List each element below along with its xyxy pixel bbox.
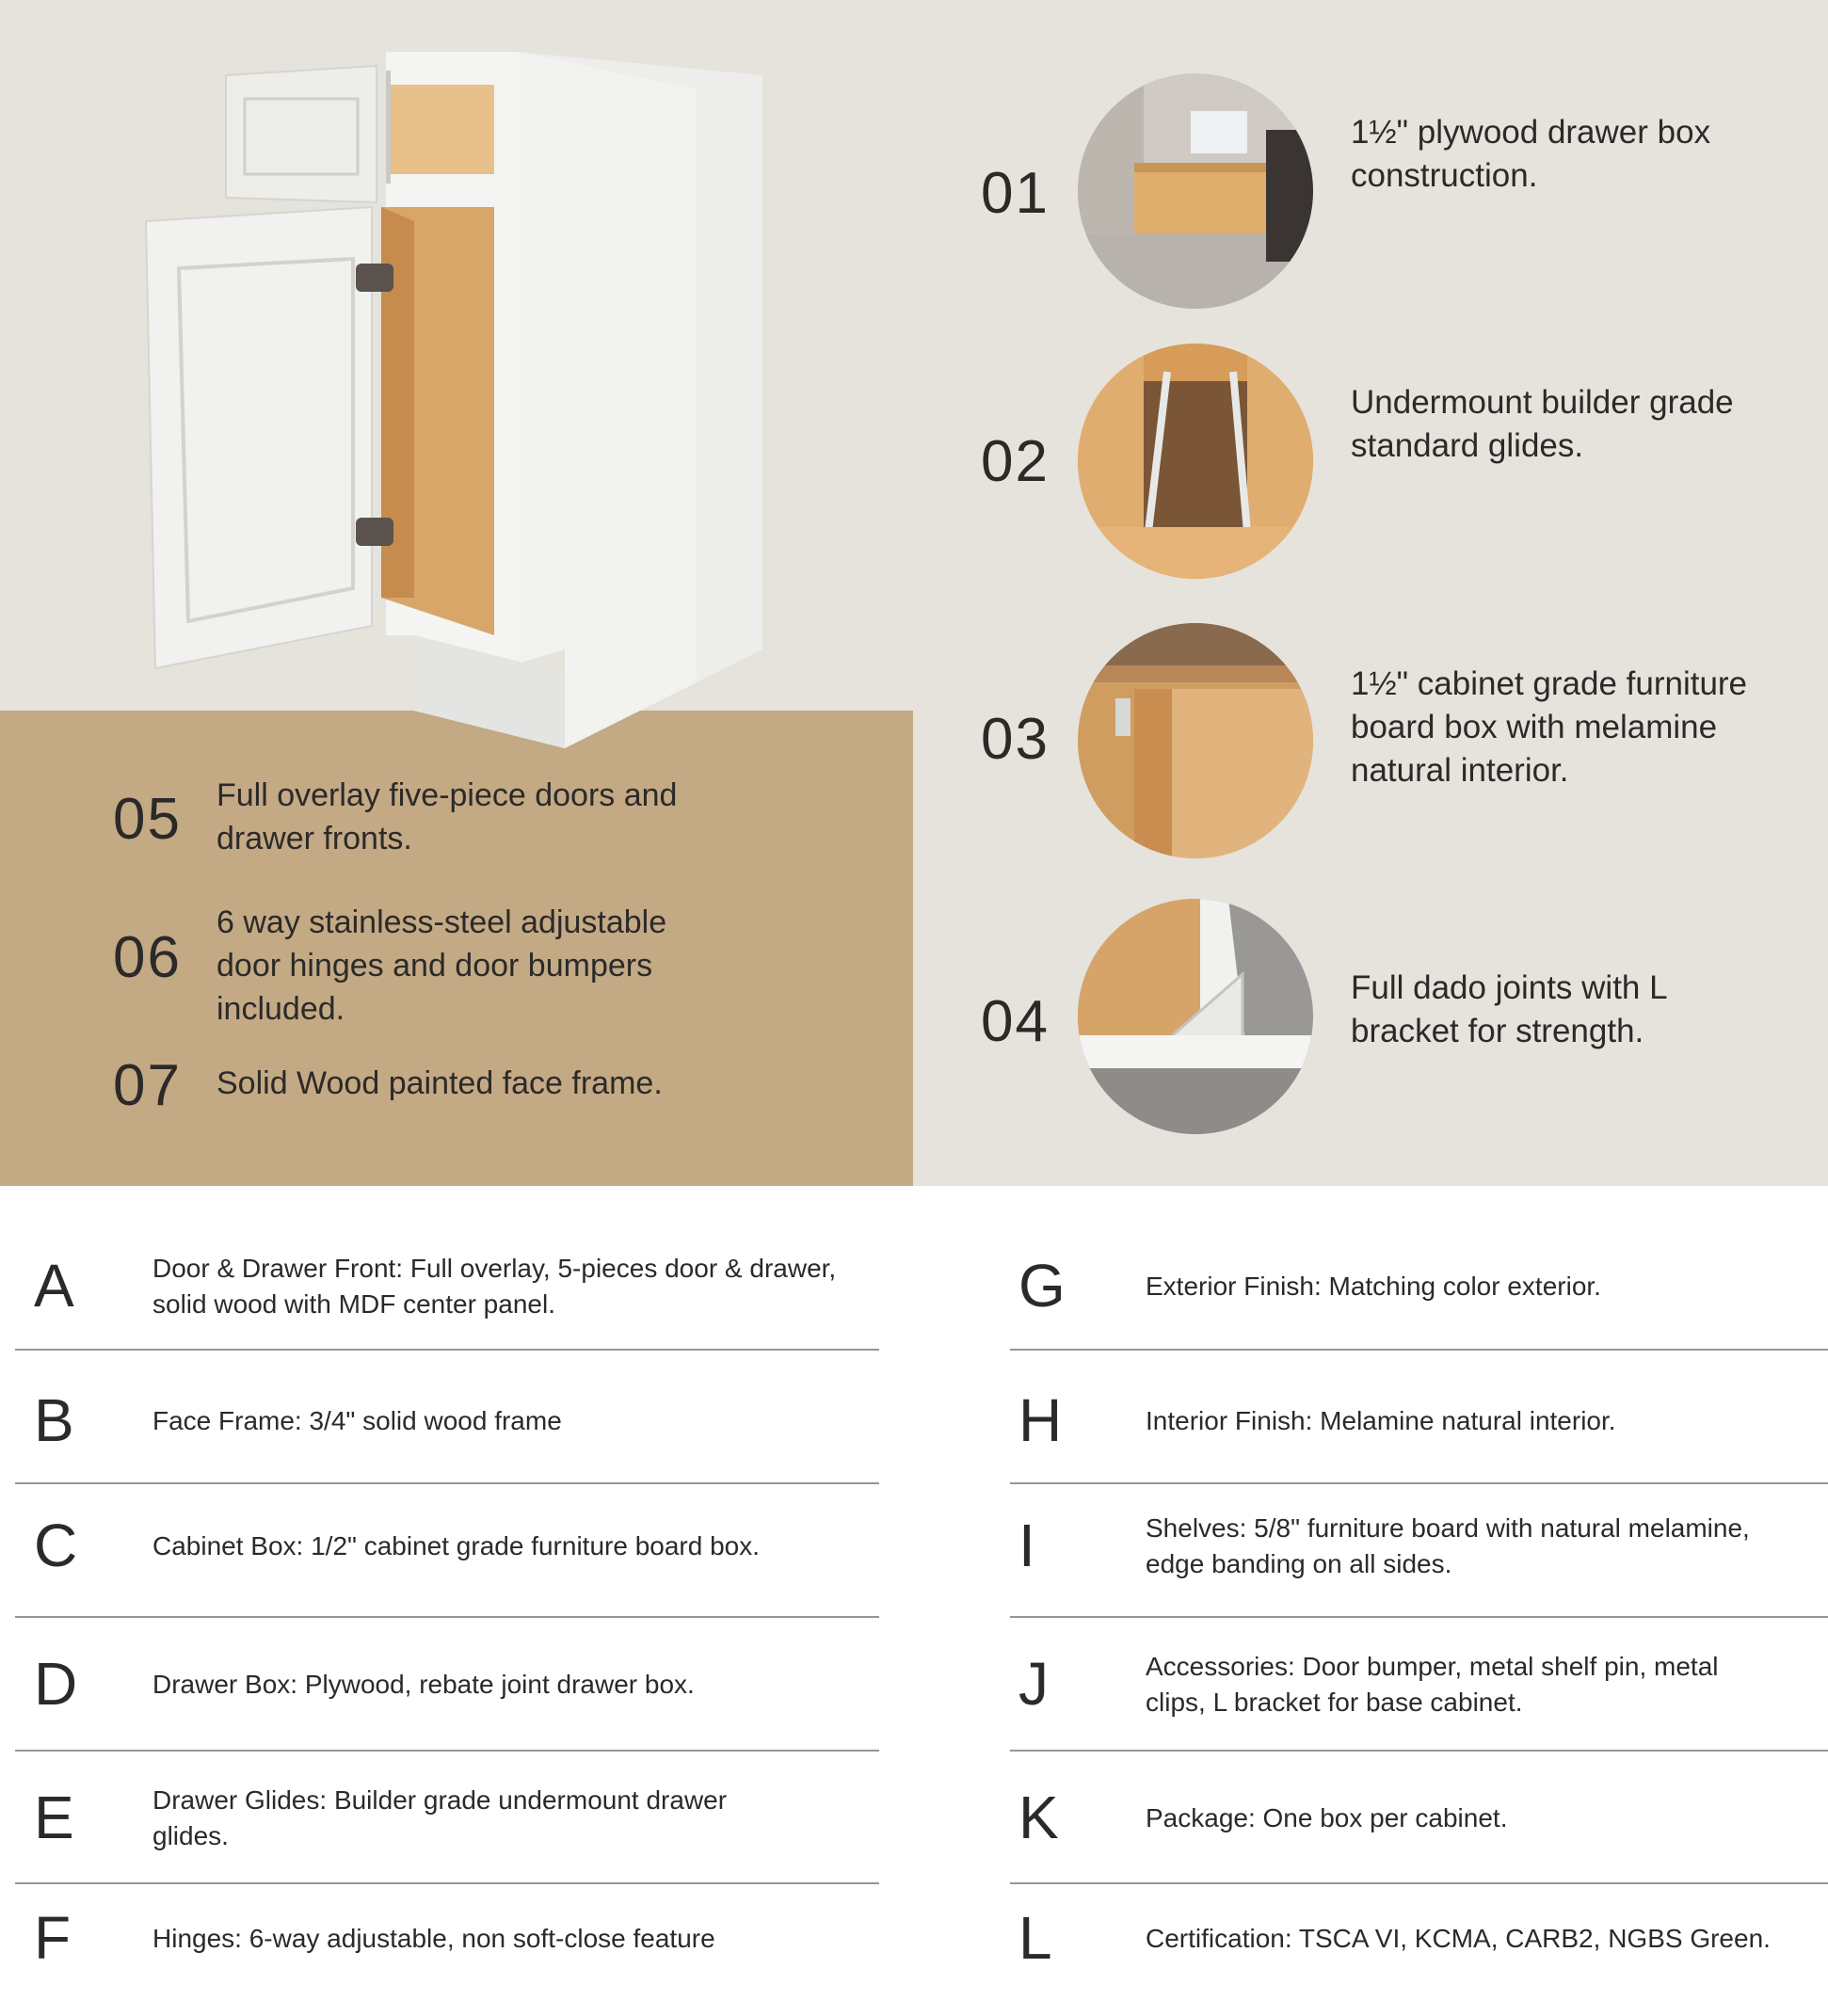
row-divider [15, 1882, 879, 1884]
text-line: Drawer Glides: Builder grade undermount drawer [152, 1785, 728, 1815]
text-line: standard glides. [1351, 427, 1584, 464]
row-divider [1010, 1349, 1828, 1351]
text-line: 1½" plywood drawer box [1351, 114, 1711, 151]
spec-letter: F [34, 1904, 72, 1972]
text-line: edge banding on all sides. [1146, 1549, 1452, 1578]
text-line: Face Frame: 3/4" solid wood frame [152, 1406, 562, 1435]
row-divider [15, 1349, 879, 1351]
text-line: Full overlay five-piece doors and [216, 777, 678, 813]
cabinet-box-photo [1078, 623, 1313, 858]
row-divider [15, 1750, 879, 1752]
text-line: Hinges: 6-way adjustable, non soft-close feature [152, 1924, 715, 1953]
spec-description [1146, 1511, 1750, 1582]
text-line: Drawer Box: Plywood, rebate joint drawer box. [152, 1670, 695, 1699]
spec-description [152, 1403, 562, 1439]
text-line: drawer fronts. [216, 821, 412, 856]
text-line: door hinges and door bumpers [216, 948, 653, 984]
spec-letter: I [1018, 1512, 1035, 1579]
text-line: Exterior Finish: Matching color exterior. [1146, 1272, 1601, 1301]
text-line: clips, L bracket for base cabinet. [1146, 1688, 1523, 1717]
spec-description [1146, 1800, 1507, 1836]
feature-text [216, 774, 744, 860]
spec-letter: B [34, 1386, 74, 1454]
text-line: glides. [152, 1821, 229, 1850]
row-divider [15, 1616, 879, 1618]
text-line: Accessories: Door bumper, metal shelf pin, metal [1146, 1652, 1719, 1681]
spec-description [1146, 1269, 1601, 1304]
text-line: Undermount builder grade [1351, 384, 1734, 421]
text-line: Solid Wood painted face frame. [216, 1065, 663, 1101]
text-line: construction. [1351, 157, 1538, 194]
text-line: Package: One box per cabinet. [1146, 1803, 1508, 1832]
feature-text [1351, 381, 1774, 468]
cabinet-photo [132, 33, 781, 758]
text-line: solid wood with MDF center panel. [152, 1289, 555, 1319]
spec-letter: C [34, 1512, 78, 1579]
feature-text [216, 1062, 744, 1105]
feature-text [1351, 663, 1774, 792]
spec-letter: G [1018, 1252, 1066, 1320]
text-line: Shelves: 5/8" furniture board with natural melamine, [1146, 1513, 1750, 1543]
glides-photo [1078, 344, 1313, 579]
spec-letter: K [1018, 1784, 1059, 1851]
feature-text [1351, 967, 1774, 1053]
text-line: Door & Drawer Front: Full overlay, 5-pieces door & drawer, [152, 1254, 837, 1283]
spec-description [152, 1528, 760, 1564]
row-divider [1010, 1616, 1828, 1618]
spec-letter: A [34, 1252, 74, 1320]
feature-number: 06 [113, 925, 182, 990]
text-line: board box with melamine [1351, 709, 1718, 745]
text-line: Interior Finish: Melamine natural interior. [1146, 1406, 1616, 1435]
text-line: bracket for strength. [1351, 1013, 1644, 1049]
spec-letter: D [34, 1650, 78, 1718]
text-line: 6 way stainless-steel adjustable [216, 904, 667, 940]
row-divider [15, 1482, 879, 1484]
row-divider [1010, 1882, 1828, 1884]
feature-text [1351, 111, 1774, 198]
text-line: Full dado joints with L [1351, 969, 1668, 1006]
drawer-box-photo [1078, 73, 1313, 309]
spec-description [152, 1251, 836, 1322]
spec-description [152, 1667, 695, 1703]
feature-number: 04 [981, 989, 1050, 1054]
spec-description [1146, 1403, 1616, 1439]
spec-description [1146, 1649, 1718, 1720]
spec-letter: H [1018, 1386, 1063, 1454]
spec-description [152, 1921, 715, 1957]
dado-joint-photo [1078, 899, 1313, 1134]
feature-number: 05 [113, 787, 182, 852]
text-line: 1½" cabinet grade furniture [1351, 665, 1748, 702]
feature-number: 02 [981, 429, 1050, 494]
feature-number: 03 [981, 707, 1050, 772]
row-divider [1010, 1482, 1828, 1484]
spec-description [152, 1783, 727, 1854]
feature-number: 07 [113, 1053, 182, 1118]
text-line: Cabinet Box: 1/2" cabinet grade furniture board box. [152, 1531, 761, 1560]
spec-letter: J [1018, 1650, 1049, 1718]
text-line: natural interior. [1351, 752, 1569, 789]
text-line: Certification: TSCA VI, KCMA, CARB2, NGBS Green. [1146, 1924, 1771, 1953]
spec-letter: L [1018, 1904, 1052, 1972]
spec-description [1146, 1921, 1771, 1957]
feature-text [216, 901, 744, 1031]
row-divider [1010, 1750, 1828, 1752]
text-line: included. [216, 991, 345, 1027]
feature-number: 01 [981, 161, 1050, 226]
spec-letter: E [34, 1784, 74, 1851]
